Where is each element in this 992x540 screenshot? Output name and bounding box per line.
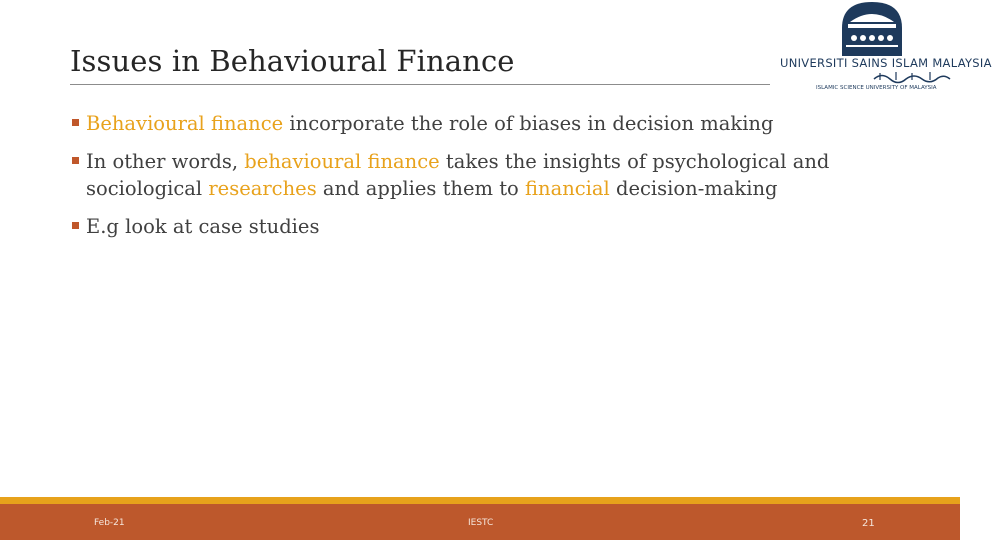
bullet-text: In other words, [86,150,245,173]
bullet-text: incorporate the role of biases in decision making [283,112,774,135]
footer-date: Feb-21 [94,518,125,528]
slide-number: 21 [862,518,875,529]
bullet-item [72,110,892,137]
bullet-marker-icon [72,222,79,229]
university-seal-icon [836,0,908,56]
highlighted-term: financial [525,177,610,200]
highlighted-term: Behavioural finance [86,112,284,135]
highlighted-term: behavioural finance [244,150,440,173]
highlighted-term: researches [208,177,317,200]
footer-stripe [0,497,960,504]
bullet-text: E.g look at case studies [86,215,320,238]
bullet-text: takes the insights of psychological and sociological [86,150,830,200]
bullet-item [72,213,892,240]
bullet-marker-icon [72,119,79,126]
slide-title: Issues in Behavioural Finance [70,44,515,78]
title-underline [70,84,770,85]
footer-center-text: IESTC [468,518,494,528]
university-name: UNIVERSITI SAINS ISLAM MALAYSIA [780,56,992,70]
arabic-calligraphy-wordmark [872,70,952,82]
bullet-text: and applies them to [316,177,525,200]
bullet-marker-icon [72,157,79,164]
bullet-item [72,148,892,202]
slide-footer [0,504,960,540]
university-subtitle: ISLAMIC SCIENCE UNIVERSITY OF MALAYSIA [816,85,937,91]
university-logo [776,0,992,96]
bullet-text: decision-making [609,177,778,200]
bullet-list [72,110,892,251]
